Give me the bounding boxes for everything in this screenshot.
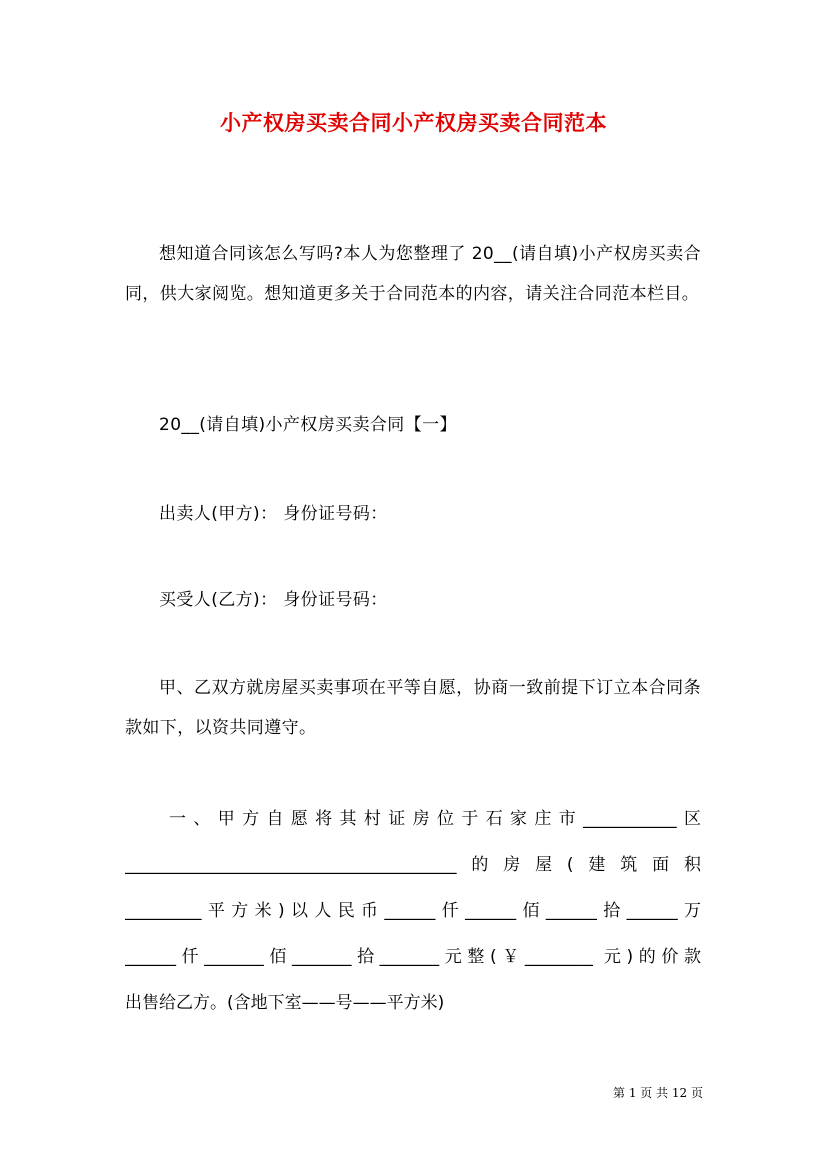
clause-one-line: 出售给乙方。(含地下室——号——平方米) [125, 993, 445, 1013]
document-title: 小产权房买卖合同小产权房买卖合同范本 [220, 110, 607, 135]
clause-one-line: ______仟_______佰_______拾_______元整(￥________ 元)的价款 [125, 947, 701, 967]
contract-heading-one: 20__(请自填)小产权房买卖合同【一】 [159, 415, 457, 435]
clause-one [125, 796, 701, 1026]
agreement-paragraph: 甲、乙双方就房屋买卖事项在平等自愿，协商一致前提下订立本合同条款如下，以资共同遵守。 [125, 678, 701, 738]
intro-paragraph: 想知道合同该怎么写吗?本人为您整理了 20__(请自填)小产权房买卖合同，供大家阅览。想知道更多关于合同范本的内容，请关注合同范本栏目。 [125, 244, 701, 304]
clause-one-line: 一、甲方自愿将其村证房位于石家庄市___________区 [169, 809, 701, 829]
seller-line: 出卖人(甲方)： 身份证号码： [159, 504, 388, 524]
page-number-footer: 第 1 页 共 12 页 [613, 1086, 703, 1100]
buyer-line: 买受人(乙方)： 身份证号码： [159, 590, 388, 610]
clause-one-line: _________平方米)以人民币______仟______佰______拾______万 [125, 901, 701, 921]
clause-one-line: _______________________________________的房屋(建筑面积 [125, 855, 701, 875]
